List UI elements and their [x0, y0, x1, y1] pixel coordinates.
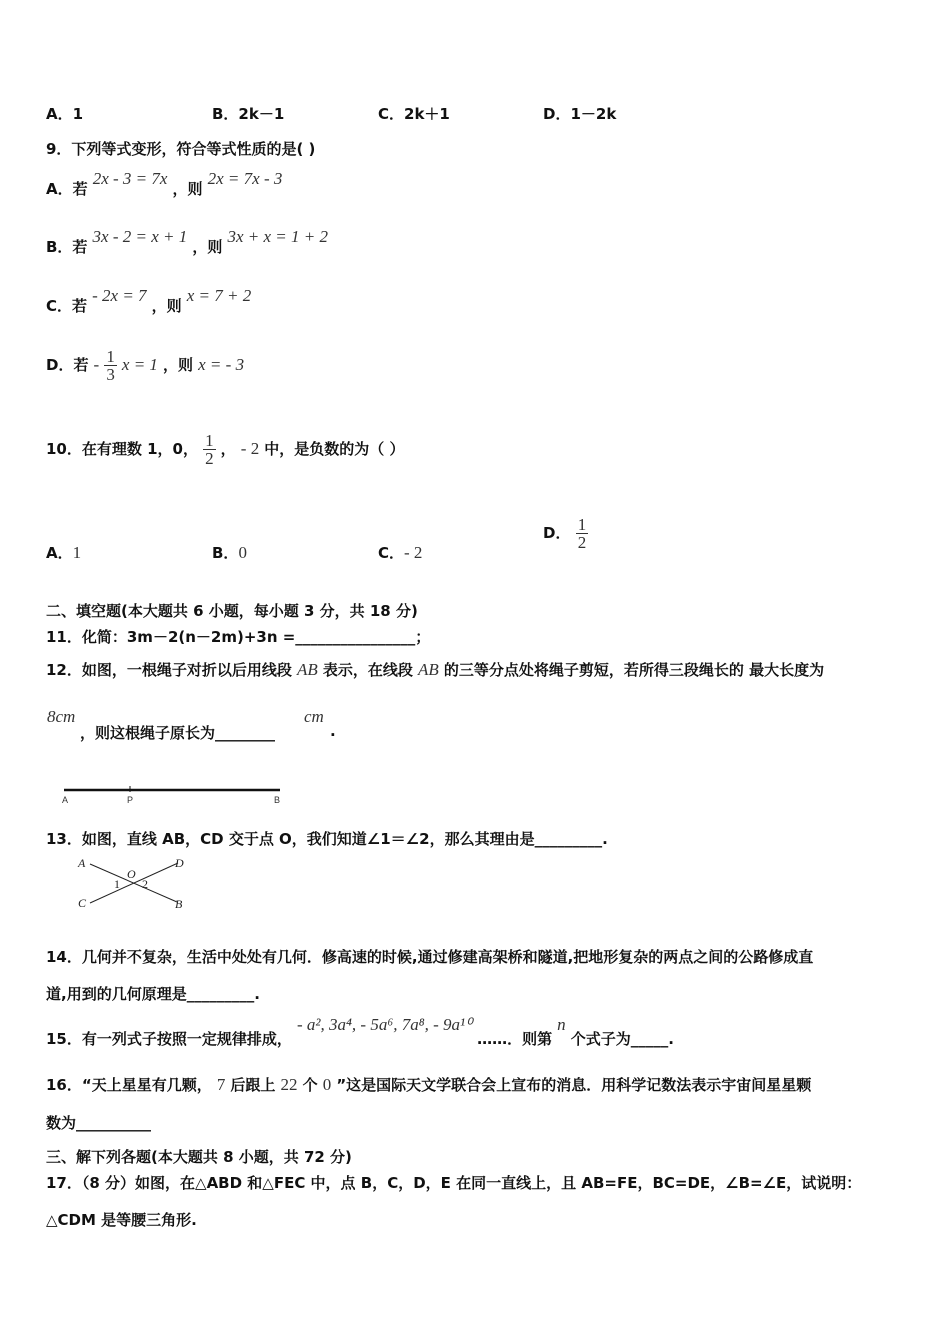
q17-line2: △CDM 是等腰三角形.	[46, 1211, 197, 1229]
q13-label-a: A	[78, 856, 86, 870]
q9-d-then: ，则	[163, 356, 194, 374]
q8-option-d: D．1－2k	[543, 105, 617, 123]
q9-option-d	[46, 348, 244, 383]
q12-point-p: P	[127, 795, 134, 805]
q12-ab-2: AB	[417, 660, 439, 679]
q13-label-d: D	[175, 856, 184, 870]
q16-text-a: 16．“天上星星有几颗，	[46, 1076, 212, 1094]
q13-intersecting-lines-figure	[74, 852, 194, 914]
q10-d-fraction	[576, 516, 589, 551]
q9-option-b	[46, 227, 328, 256]
q15-text-a: 15．有一列式子按照一定规律排成，	[46, 1030, 292, 1048]
q10-d-denominator: 2	[577, 533, 587, 552]
q9-stem: 9．下列等式变形，符合等式性质的是( )	[46, 140, 316, 158]
q9-a-then: ，则	[172, 180, 203, 198]
q10-option-b	[212, 542, 247, 563]
q10-option-a	[46, 542, 81, 563]
q15	[46, 1014, 674, 1048]
q9-d-minus: -	[93, 355, 100, 374]
q9-b-label: B．若	[46, 238, 88, 256]
q9-a-result: 2x = 7x - 3	[207, 169, 283, 188]
q12-length: 8cm	[47, 707, 76, 726]
q10-frac-denominator: 2	[205, 449, 214, 468]
q9-b-then: ，则	[192, 238, 223, 256]
q16-text-c: 个	[302, 1076, 318, 1094]
q10-b-label: B．	[212, 544, 239, 562]
q12-point-b: B	[274, 795, 281, 805]
q12-unit: cm	[304, 707, 324, 726]
q14-line1: 14．几何并不复杂，生活中处处有几何．修高速的时候,通过修建高架桥和隧道,把地形复杂的两点之间的公路修成直	[46, 948, 814, 966]
q10-option-d	[543, 516, 588, 551]
q12-point-a: A	[62, 795, 69, 805]
q12-segment-figure	[58, 782, 288, 808]
q16-twenty-two: 22	[280, 1075, 298, 1094]
q9-a-condition: 2x - 3 = 7x	[92, 169, 168, 188]
q9-b-result: 3x + x = 1 + 2	[227, 227, 328, 246]
q10-stem-a: 10．在有理数 1，0，	[46, 440, 198, 458]
q16-seven: 7	[216, 1075, 226, 1094]
q16-text-b: 后跟上	[230, 1076, 276, 1094]
q10-c-label: C．	[378, 544, 405, 562]
q13-angle-2: 2	[142, 877, 148, 891]
q12-text-b: 表示，在线段	[322, 661, 413, 679]
q13: 13．如图，直线 AB，CD 交于点 O，我们知道∠1＝∠2，那么其理由是_________.	[46, 830, 608, 848]
q9-d-fraction	[104, 348, 117, 383]
q14-line2: 道,用到的几何原理是_________.	[46, 985, 260, 1003]
q9-d-numerator: 1	[106, 347, 115, 366]
q9-c-condition: - 2x = 7	[92, 286, 147, 305]
q15-sequence: - a², 3a⁴, - 5a⁶, 7a⁸, - 9a¹⁰	[296, 1015, 472, 1034]
q8-option-a: A．1	[46, 105, 84, 123]
q9-d-condition-tail: x = 1	[121, 355, 158, 374]
q8-option-c: C．2k＋1	[378, 105, 450, 123]
q12-text-a: 12．如图，一根绳子对折以后用线段	[46, 661, 292, 679]
section-2-heading: 二、填空题(本大题共 6 小题，每小题 3 分，共 18 分)	[46, 602, 418, 620]
q9-c-then: ，则	[151, 297, 182, 315]
q15-text-b: ……．则第	[477, 1030, 553, 1048]
q15-n: n	[557, 1015, 566, 1034]
q9-option-a	[46, 169, 283, 198]
q10-fraction	[203, 432, 216, 467]
q8-option-b: B．2k－1	[212, 105, 285, 123]
q16-text-d: ”这是国际天文学联合会上宣布的消息．用科学记数法表示宇宙间星星颗	[336, 1076, 812, 1094]
q9-d-label: D．若	[46, 356, 89, 374]
q10-stem-b: ，	[220, 440, 236, 458]
q9-d-result: x = - 3	[198, 355, 245, 374]
q9-a-label: A．若	[46, 180, 88, 198]
q11: 11．化简：3m－2(n－2m)+3n =________________；	[46, 628, 431, 646]
q12-line1	[46, 659, 824, 680]
q13-angle-1: 1	[114, 877, 120, 891]
q10-d-numerator: 1	[577, 515, 587, 534]
q15-text-c: 个式子为_____.	[570, 1030, 674, 1048]
q10-c-value: - 2	[404, 543, 423, 562]
q10-a-label: A．	[46, 544, 73, 562]
q16-zero: 0	[322, 1075, 332, 1094]
section-3-heading: 三、解下列各题(本大题共 8 小题，共 72 分)	[46, 1148, 352, 1166]
q12-ab-1: AB	[296, 660, 318, 679]
q16-line2: 数为__________	[46, 1114, 152, 1132]
q10-frac-numerator: 1	[205, 431, 214, 450]
q17-line1: 17．（8 分）如图，在△ABD 和△FEC 中，点 B，C，D，E 在同一直线上，且 AB=FE，BC=DE，∠B=∠E，试说明：	[46, 1174, 862, 1192]
q10-d-label: D．	[543, 524, 571, 542]
q10-b-value: 0	[238, 543, 247, 562]
q9-d-denominator: 3	[106, 365, 115, 384]
q12-text-c: 的三等分点处将绳子剪短，若所得三段绳长的 最大长度为	[443, 661, 825, 679]
q10-option-c	[378, 542, 422, 563]
q16-line1	[46, 1074, 811, 1095]
q10-stem-c: 中，是负数的为（ ）	[264, 440, 405, 458]
q9-c-result: x = 7 + 2	[186, 286, 252, 305]
q13-label-b: B	[175, 897, 183, 911]
q10-a-value: 1	[72, 543, 82, 562]
q9-option-c	[46, 286, 252, 315]
q12-line2: ，则这根绳子原长为________	[80, 724, 276, 742]
q10-negative: - 2	[240, 439, 260, 458]
q9-b-condition: 3x - 2 = x + 1	[92, 227, 188, 246]
q10-stem	[46, 432, 405, 467]
q13-label-o: O	[127, 867, 136, 881]
q12-period: .	[330, 722, 336, 740]
q9-c-label: C．若	[46, 297, 88, 315]
q13-label-c: C	[78, 896, 87, 910]
